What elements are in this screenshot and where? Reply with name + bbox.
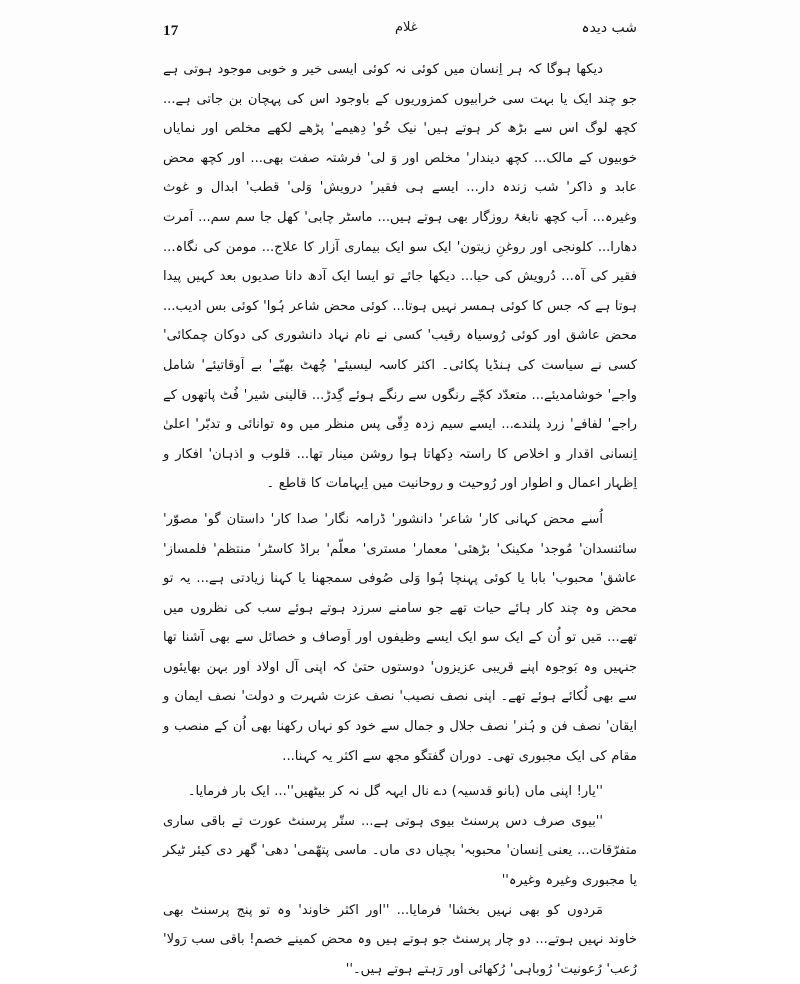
book-title: شب دیدہ [581, 20, 637, 36]
paragraph: دیکھا ہوگا کہ ہر اِنسان میں کوئی نہ کوئی ایسی خیر و خوبی موجود ہوتی ہے جو چند ایک یا بہت سی خرابیوں کمزوریوں کے باوجود اس کی پہچان بن جاتی ہے... کچھ لوگ اس سے بڑھ کر ہوتے ہیں' نیک خُو' دِھیمے' پڑھے لکھے مخلص اور نمایاں خوبیوں کے مالک... کچھ دیندار' مخلص اور وَ لی' فرشتہ صفت بھی... اور کچھ محض عابد و ذاکر' شب زندہ دار... ایسے ہی فقیر' درویش' وَلی' قطب' ابدال و غوث وغیرہ... اَب کچھ نابغۂ روزگار بھی ہوتے ہیں... ماسٹر چابی' کھل جا سم سم... اَمرت دھارا... کلونجی اور روغنِ زیتون' ایک سو ایک بیماری آزار کا علاج... مومن کی نگاہ... فقیر کی آہ... دُرویش کی حیا... دیکھا جائے تو ایسا ایک آدھ دانا صدیوں بعد کہیں پیدا ہوتا ہے کہ جس کا کوئی ہمسر نہیں ہوتا... کوئی محض شاعر ہُوا' کوئی بس ادیب... محض عاشق اور کوئی رُوسیاہ رقیب' کسی نے نام نہاد دانشوری کی دوکان چمکائی' کسی نے سیاست کی ہنڈیا پکائی۔ اکثر کاسہ لیسیئے' چُھٹ بھیّے' بے اَوقاتیئے' شامل واجے' خوشامدیئے... متعدّد کچّے رنگوں سے رنگے ہوئے گِدڑ... قالینی شیر' فُٹ پاتھوں کے راجے' لفافے' زرد پلندے... ایسے سیم زدہ دِقّی پس منظر میں وہ توانائی و تدبّر' اعلیٰ اِنسانی اقدار و اخلاص کا راستہ دِکھاتا ہوا روشن مینار تھا... قلوب و اذہان' افکار و اِظہار اعمال و اطوار اور رُوحیت و روحانیت میں اِبہامات کا قاطع ۔ [163, 62, 637, 492]
paragraph: اُسے محض کہانی کار' شاعر' دانشور' ڈرامہ نگار' صدا کار' داستان گو' مصوّر' سائنسدان' مُوجد' مکینک' بڑھئی' معمار' مستری' معلّم' براڈ کاسٹر' منتظم' فلمساز' عاشق' محبوب' بابا یا کوئی پہنچا ہُوا وَلی صُوفی سمجھنا یا کہنا زیادتی ہے... یہ تو محض وہ چند کار ہائے حیات تھے جو سامنے سرزد ہوتے ہوئے سب کی نظروں میں تھے... مَیں تو اُن کے ایک سو ایک ایسے وظیفوں اور اَوصاف و خصائل سے بھی آشنا تھا جنہیں وہ بَوجوہ اپنے قریبی عزیزوں' دوستوں حتیٰ کہ اپنی آل اولاد اور بہن بھایئوں سے بھی لُکائے ہوئے تھے۔ اپنی نصف نصیب' نصف عزت شہرت و دولت' نصف ایمان و ایقان' نصف فن و ہُنر' نصف جلال و جمال سے خود کو نہاں رکھنا بھی اُن کے منصب و مقام کی ایک مجبوری تھی۔ دوران گفتگو مجھ سے اکثر یہ کہنا... [163, 511, 637, 764]
body-text-block [163, 55, 637, 984]
page-number: 17 [163, 23, 179, 39]
running-header [163, 20, 637, 44]
paragraph: ''بیوی صرف دس پرسنٹ بیوی ہوتی ہے... ستّر پرسنٹ عورت تے باقی ساری متفرّقات... یعنی اِنسان' محبوبہ' بچیاں دی ماں۔ ماسی پتھّمی' دھی' گھر دی کیئر ٹیکر یا مجبوری وغیرہ وغیرہ'' [163, 813, 637, 889]
paragraph: مَردوں کو بھی نہیں بخشا' فرمایا... ''اور اکثر خاوند' وہ تو پنج پرسنٹ بھی خاوند نہیں ہوتے... دو چار پرسنٹ جو ہوتے ہیں وہ محض کمینے خصم! باقی سب رَولا' رُعب' رُعونیت' رُوباہی' رُکھائی اور رَہتے ہوتے ہیں۔'' [163, 902, 637, 977]
paragraph: ''یار! اپنی ماں (بانو قدسیہ) دے نال ایہہ گل نہ کر بیٹھیں''... ایک بار فرمایا۔ [187, 784, 603, 800]
chapter-title: غلام [395, 20, 418, 35]
